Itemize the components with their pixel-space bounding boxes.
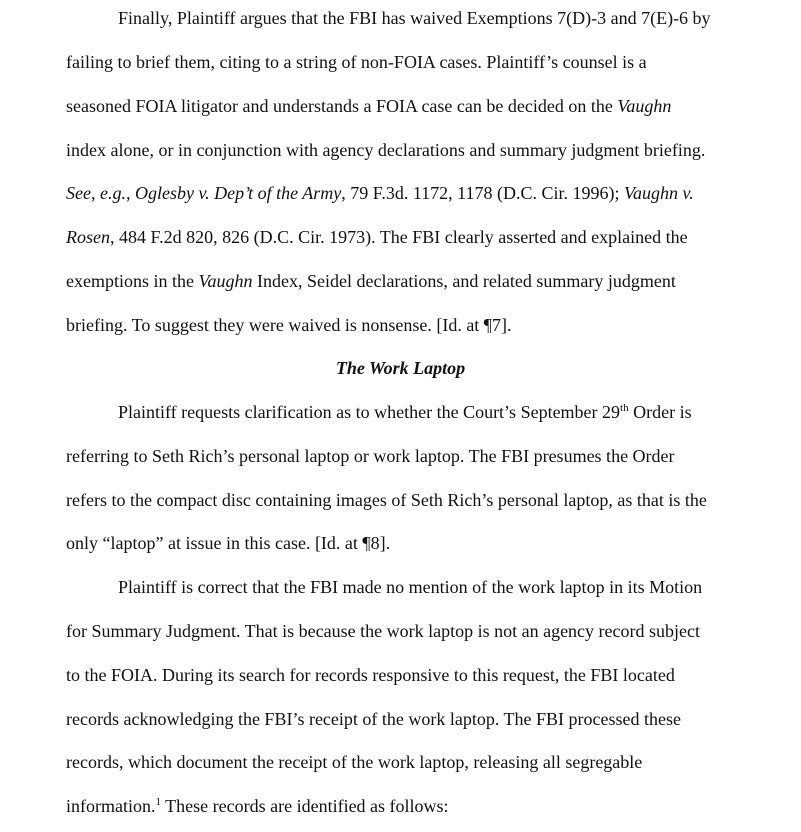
case-name-italic: Vaughn — [617, 96, 672, 116]
text-run: Finally, Plaintiff argues that the FBI has waived Exemptions 7(D)-3 and 7(E)-6 by — [118, 8, 711, 28]
paragraph-1-line-3 — [66, 95, 671, 117]
case-name-italic: Vaughn — [198, 271, 253, 291]
case-name-italic: Rosen — [66, 227, 110, 247]
text-run: , 484 F.2d 820, 826 (D.C. Cir. 1973). The FBI clearly asserted and explained the — [110, 227, 688, 247]
paragraph-3-line-3 — [66, 664, 675, 686]
case-name-italic: Vaughn v. — [624, 183, 694, 203]
paragraph-1-line-1 — [118, 7, 711, 29]
text-run: records, which document the receipt of the work laptop, releasing all segregable — [66, 752, 643, 772]
paragraph-2-line-2 — [66, 445, 675, 467]
paragraph-1-line-7 — [66, 270, 676, 292]
text-run: briefing. To suggest they were waived is nonsense. [Id. at ¶7]. — [66, 315, 512, 335]
ordinal-superscript: th — [620, 402, 629, 414]
paragraph-2-line-3 — [66, 489, 707, 511]
paragraph-1-line-5 — [66, 182, 694, 204]
paragraph-1-line-6 — [66, 226, 688, 248]
text-run: refers to the compact disc containing images of Seth Rich’s personal laptop, as that is the — [66, 490, 707, 510]
text-run: Order is — [628, 402, 692, 422]
text-run: Index, Seidel declarations, and related summary judgment — [252, 271, 676, 291]
text-run: information. — [66, 796, 156, 816]
citation-italic: See, e.g., Oglesby v. Dep’t of the Army — [66, 183, 342, 203]
text-run: records acknowledging the FBI’s receipt of the work laptop. The FBI processed these — [66, 709, 682, 729]
paragraph-3-line-6 — [66, 795, 449, 820]
paragraph-3-line-1 — [118, 576, 702, 598]
text-run: , 79 F.3d. 1172, 1178 (D.C. Cir. 1996); — [341, 183, 624, 203]
text-run: failing to brief them, citing to a string of non-FOIA cases. Plaintiff’s counsel is a — [66, 52, 647, 72]
paragraph-2-line-1 — [118, 401, 692, 426]
text-run: These records are identified as follows: — [160, 796, 449, 816]
paragraph-3-line-5 — [66, 751, 642, 773]
text-run: index alone, or in conjunction with agency declarations and summary judgment briefing. — [66, 140, 706, 160]
text-run: seasoned FOIA litigator and understands a FOIA case can be decided on the — [66, 96, 618, 116]
text-run: for Summary Judgment. That is because the work laptop is not an agency record subject — [66, 621, 700, 641]
paragraph-2-line-4 — [66, 532, 390, 554]
text-run: referring to Seth Rich’s personal laptop or work laptop. The FBI presumes the Order — [66, 446, 675, 466]
text-run: to the FOIA. During its search for records responsive to this request, the FBI located — [66, 665, 675, 685]
paragraph-1-line-4 — [66, 139, 705, 161]
section-heading-text: The Work Laptop — [335, 358, 466, 378]
paragraph-3-line-2 — [66, 620, 700, 642]
paragraph-1-line-2 — [66, 51, 647, 73]
paragraph-3-line-4 — [66, 708, 681, 730]
paragraph-1-line-8 — [66, 314, 511, 336]
text-run: only “laptop” at issue in this case. [Id. at ¶8]. — [66, 533, 391, 553]
footnote-marker[interactable]: 1 — [155, 796, 161, 808]
text-run: exemptions in the — [66, 271, 199, 291]
text-run: Plaintiff requests clarification as to whether the Court’s September 29 — [118, 402, 621, 422]
text-run: Plaintiff is correct that the FBI made no mention of the work laptop in its Motion — [118, 577, 703, 597]
section-heading — [0, 357, 801, 379]
